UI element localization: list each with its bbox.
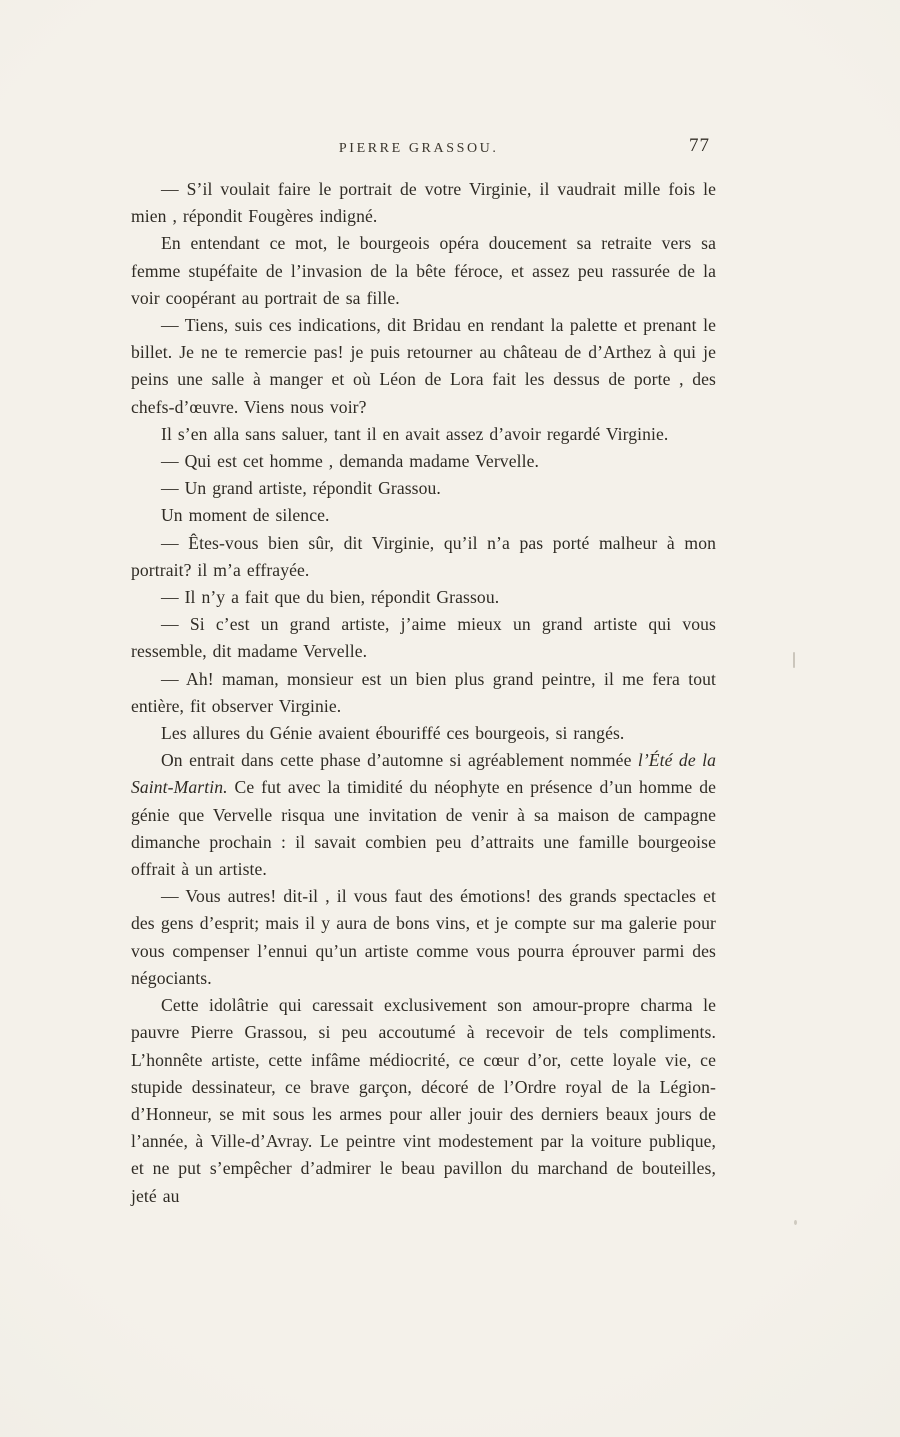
- text-segment: — Il n’y a fait que du bien, répondit Grassou.: [161, 587, 500, 608]
- paragraph: [131, 611, 716, 665]
- text-segment: — Vous autres! dit-il , il vous faut des émotions! des grands spectacles et des gens d’esprit; mais il y aura de bons vins, et je compte sur ma galerie pour vous compenser l’ennui qu’un artiste comme vous pourra éprouver parmi des négociants.: [131, 886, 716, 988]
- paragraph: [131, 421, 716, 448]
- text-segment: — Êtes-vous bien sûr, dit Virginie, qu’il n’a pas porté malheur à mon portrait? il m’a effrayée.: [131, 532, 716, 580]
- paragraph: [131, 312, 716, 421]
- text-segment: Les allures du Génie avaient ébouriffé ces bourgeois, si rangés.: [161, 723, 625, 744]
- paragraph: [131, 475, 716, 502]
- text-segment: — Un grand artiste, répondit Grassou.: [161, 478, 441, 499]
- text-segment: En entendant ce mot, le bourgeois opéra doucement sa retraite vers sa femme stupéfaite de l’invasion de la bête féroce, et assez peu rassurée de la voir coopérant au portrait de sa fille.: [131, 233, 716, 308]
- paragraph: [131, 230, 716, 312]
- text-segment: — Tiens, suis ces indications, dit Bridau en rendant la palette et prenant le billet. Je ne te remercie pas! je puis retourner au château de d’Arthez à qui je peins une salle à manger et où Léon de Lora fait les dessus de porte , des chefs-d’œuvre. Viens nous voir?: [131, 315, 716, 417]
- paragraph: [131, 448, 716, 475]
- text-segment: — Qui est cet homme , demanda madame Vervelle.: [161, 451, 539, 472]
- paragraph: [131, 584, 716, 611]
- page-number: 77: [689, 135, 710, 156]
- paragraph: [131, 883, 716, 992]
- text-segment: Un moment de silence.: [161, 505, 330, 526]
- paragraph: [131, 747, 716, 883]
- text-segment: On entrait dans cette phase d’automne si agréablement nommée: [161, 750, 638, 771]
- paragraph: [131, 530, 716, 584]
- scan-artifact-dot: [794, 1220, 797, 1225]
- scan-artifact-tick: [793, 652, 795, 668]
- running-head: [131, 135, 716, 164]
- text-segment: — Si c’est un grand artiste, j’aime mieux un grand artiste qui vous ressemble, dit madame Vervelle.: [131, 614, 716, 662]
- paragraph: [131, 992, 716, 1210]
- paragraph: [131, 502, 716, 529]
- paragraph: [131, 666, 716, 720]
- text-segment: Ce fut avec la timidité du néophyte en présence d’un homme de génie que Vervelle risqua une invitation de venir à sa maison de campagne dimanche prochain : il savait combien peu d’attraits une famille bourgeoise offrait à un artiste.: [131, 777, 716, 880]
- italic-phrase: l’Été de la Saint-Martin.: [131, 750, 716, 798]
- running-head-title: PIERRE GRASSOU.: [338, 141, 499, 156]
- text-body: [131, 176, 716, 1210]
- paragraph: [131, 720, 716, 747]
- text-segment: Il s’en alla sans saluer, tant il en avait assez d’avoir regardé Virginie.: [161, 423, 669, 444]
- text-segment: Cette idolâtrie qui caressait exclusivement son amour-propre charma le pauvre Pierre Grassou, si peu accoutumé à recevoir de tels compliments. L’honnête artiste, cette infâme médiocrité, ce cœur d’or, cette loyale vie, ce stupide dessinateur, ce brave garçon, décoré de l’Ordre royal de la Légion-d’Honneur, se mit sous les armes pour aller jouir des derniers beaux jours de l’année, à Ville-d’Avray. Le peintre vint modestement par la voiture publique, et ne put s’empêcher d’admirer le beau pavillon du marchand de bouteilles, jeté au: [131, 995, 716, 1206]
- paragraph: [131, 176, 716, 230]
- page-content: [131, 135, 716, 1210]
- text-segment: — S’il voulait faire le portrait de votre Virginie, il vaudrait mille fois le mien , répondit Fougères indigné.: [131, 179, 716, 227]
- text-segment: — Ah! maman, monsieur est un bien plus grand peintre, il me fera tout entière, fit observer Virginie.: [131, 668, 716, 716]
